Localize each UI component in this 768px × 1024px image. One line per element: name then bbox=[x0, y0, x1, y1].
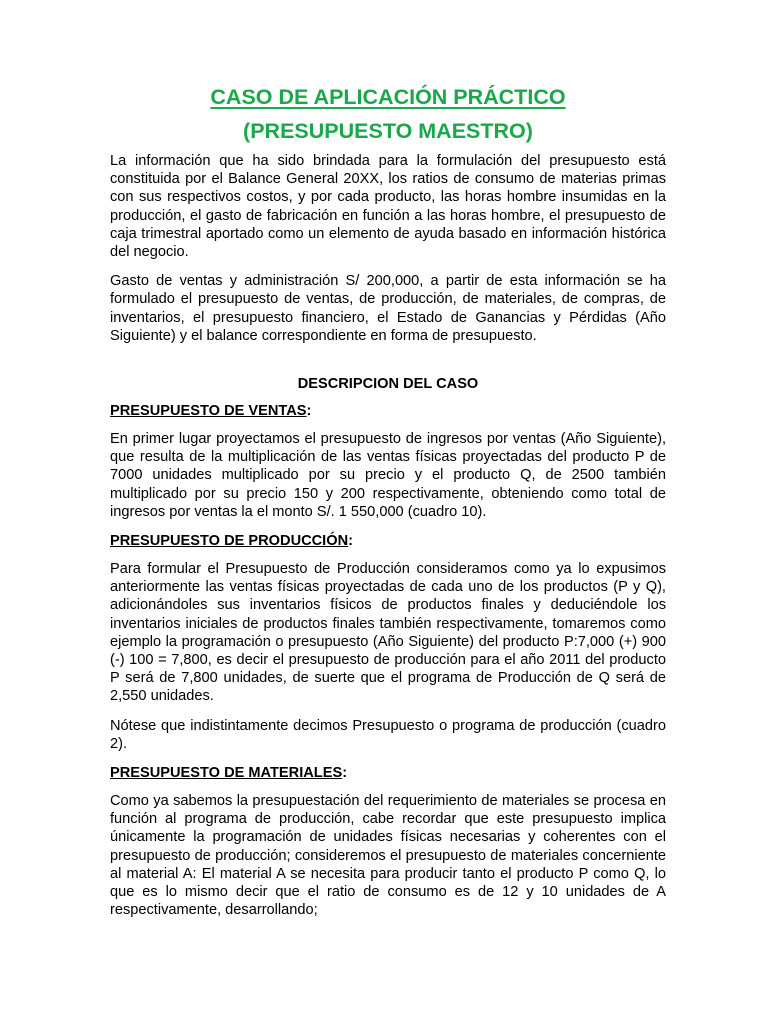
section-heading-ventas-text: PRESUPUESTO DE VENTAS bbox=[110, 403, 307, 420]
section-heading-produccion-text: PRESUPUESTO DE PRODUCCIÓN bbox=[110, 533, 349, 550]
intro-paragraph-1: La información que ha sido brindada para la formulación del presupuesto está constituida por el Balance General 20XX, los ratios de consumo de materias primas con sus respectivos costos, y por cada producto, las horas hombre insumidas en la producción, el gasto de fabricación en función a las horas hombre, el presupuesto de caja trimestral aportado como un elemento de ayuda basado en información histórica del negocio. bbox=[110, 153, 666, 261]
document-page bbox=[110, 80, 666, 931]
ventas-paragraph-1: En primer lugar proyectamos el presupuesto de ingresos por ventas (Año Siguiente), que resulta de la multiplicación de las ventas físicas proyectadas del producto P de 7000 unidades multiplicado por su precio y el producto Q, de 2500 también multiplicado por su precio 150 y 200 respectivamente, obteniendo como total de ingresos por ventas la el monto S/. 1 550,000 (cuadro 10). bbox=[110, 431, 666, 520]
section-heading-ventas bbox=[110, 402, 666, 420]
materiales-paragraph-1: Como ya sabemos la presupuestación del requerimiento de materiales se procesa en función al programa de producción, cabe recordar que este presupuesto implica únicamente la programación de unidades físicas necesarias y coherentes con el presupuesto de producción; consideremos el presupuesto de materiales concerniente al material A: El material A se necesita para producir tanto el producto P como Q, lo que es lo mismo decir que el ratio de consumo es de 12 y 10 unidades de A respectivamente, desarrollando; bbox=[110, 793, 666, 919]
section-heading-materiales-text: PRESUPUESTO DE MATERIALES bbox=[110, 765, 343, 782]
section-heading-ventas-colon: : bbox=[306, 403, 312, 420]
document-subtitle: (PRESUPUESTO MAESTRO) bbox=[243, 119, 533, 143]
document-title: CASO DE APLICACIÓN PRÁCTICO bbox=[210, 85, 566, 109]
produccion-paragraph-2: Nótese que indistintamente decimos Presupuesto o programa de producción (cuadro 2). bbox=[110, 717, 666, 752]
section-heading-materiales bbox=[110, 764, 666, 782]
produccion-paragraph-1: Para formular el Presupuesto de Producción consideramos como ya lo expusimos anteriormente las ventas físicas proyectadas de cada uno de los productos (P y Q), adicionándoles sus inventarios físicos de productos finales y deduciéndole los inventarios iniciales de productos finales también respectivamente, tomaremos como ejemplo la programación o presupuesto (Año Siguiente) del producto P:7,000 (+) 900 (-) 100 = 7,800, es decir el presupuesto de producción para el año 2011 del producto P será de 7,800 unidades, de suerte que el programa de Producción de Q será de 2,550 unidades. bbox=[110, 561, 666, 705]
section-heading-produccion-colon: : bbox=[348, 533, 354, 550]
section-heading-produccion bbox=[110, 532, 666, 550]
case-heading: DESCRIPCION DEL CASO bbox=[297, 376, 479, 393]
intro-paragraph-2: Gasto de ventas y administración S/ 200,000, a partir de esta información se ha formulado el presupuesto de ventas, de producción, de materiales, de compras, de inventarios, el presupuesto financiero, el Estado de Ganancias y Pérdidas (Año Siguiente) y el balance correspondiente en forma de presupuesto. bbox=[110, 273, 666, 344]
section-heading-materiales-colon: : bbox=[342, 765, 348, 782]
